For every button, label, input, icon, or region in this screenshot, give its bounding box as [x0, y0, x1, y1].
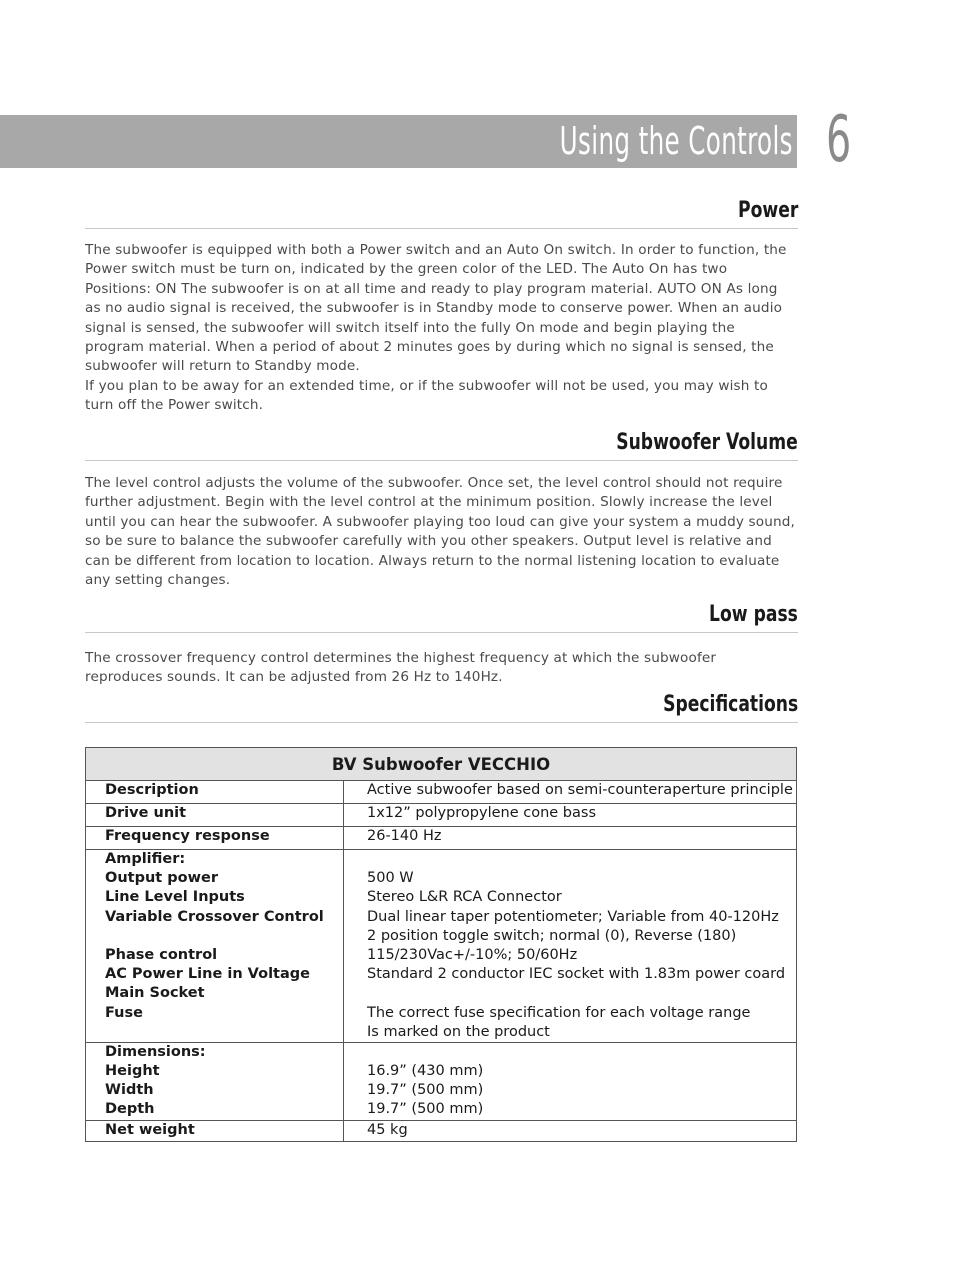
spec-value	[367, 850, 796, 869]
spec-label-cell	[86, 1120, 344, 1141]
section-heading-specs	[85, 692, 798, 723]
paragraph: The level control adjusts the volume of the subwoofer. Once set, the level control should not require further adjustment. Begin with the level control at the minimum position. Slowly increase the level until you can hear the subwoofer. A subwoofer playing too loud can give your system a muddy sound, so be sure to balance the subwoofer carefully with you other speakers. Output level is relative and can be different from location to location. Always return to the normal listening location to evaluate any setting changes.	[85, 475, 795, 589]
spec-value: 1x12” polypropylene cone bass	[367, 805, 596, 821]
spec-value: 2 position toggle switch; normal (0), Reverse (180)	[367, 927, 737, 944]
spec-label: Width	[105, 1082, 154, 1099]
spec-value: Stereo L&R RCA Connector	[367, 889, 562, 906]
paragraph: The crossover frequency control determines the highest frequency at which the subwoofer reproduces sounds. It can be adjusted from 26 Hz to 140Hz.	[85, 650, 717, 686]
spec-value: 16.9” (430 mm)	[367, 1063, 484, 1080]
spec-table	[85, 747, 797, 1142]
spec-label-cell	[86, 827, 344, 850]
spec-value: Dual linear taper potentiometer; Variable from 40-120Hz	[367, 908, 779, 925]
section-title: Low pass	[709, 602, 798, 627]
spec-value-cell	[344, 827, 797, 850]
spec-label: Main Socket	[105, 985, 205, 1002]
spec-table-title: BV Subwoofer VECCHIO	[86, 748, 797, 781]
section-heading-lowpass	[85, 602, 798, 633]
spec-label: Frequency response	[105, 828, 270, 844]
spec-label: Fuse	[105, 1004, 143, 1021]
table-row	[86, 827, 797, 850]
section-heading-power	[85, 198, 798, 229]
spec-value-cell	[344, 804, 797, 827]
table-row	[86, 1120, 797, 1141]
spec-value-cell	[344, 850, 797, 1043]
spec-value: Is marked on the product	[367, 1023, 550, 1040]
spec-label-cell	[86, 850, 344, 1043]
spec-label: Height	[105, 1063, 160, 1080]
table-row	[86, 781, 797, 804]
spec-value	[367, 984, 796, 1003]
spec-label: Net weight	[105, 1121, 195, 1138]
table-row	[86, 850, 797, 1043]
spec-value: Active subwoofer based on semi-counteraperture principle	[367, 782, 793, 798]
spec-value: 115/230Vac+/-10%; 50/60Hz	[367, 946, 578, 963]
spec-value: 45 kg	[367, 1121, 408, 1138]
lowpass-text	[85, 649, 797, 688]
spec-value: The correct fuse specification for each voltage range	[367, 1004, 751, 1021]
spec-label: Drive unit	[105, 805, 187, 821]
section-title: Power	[737, 198, 798, 223]
section-heading-volume	[85, 430, 798, 461]
table-row	[86, 1042, 797, 1120]
chapter-number: 6	[826, 103, 852, 177]
paragraph: If you plan to be away for an extended time, or if the subwoofer will not be used, you may wish to turn off the Power switch.	[85, 377, 768, 414]
spec-value-cell	[344, 1120, 797, 1141]
spec-label: Output power	[105, 870, 218, 887]
spec-value: 26-140 Hz	[367, 828, 442, 844]
section-title: Specifications	[662, 692, 798, 717]
spec-value	[367, 1043, 796, 1062]
chapter-banner	[0, 115, 797, 168]
spec-value: Standard 2 conductor IEC socket with 1.83m power coard	[367, 966, 786, 983]
spec-label: Line Level Inputs	[105, 889, 245, 906]
spec-label-cell	[86, 804, 344, 827]
spec-value: 19.7” (500 mm)	[367, 1082, 484, 1099]
spec-label: Dimensions:	[105, 1043, 206, 1060]
paragraph: The subwoofer is equipped with both a Power switch and an Auto On switch. In order to function, the Power switch must be turn on, indicated by the green color of the LED. The Auto On has two Positions: ON The subwoofer is on at all time and ready to play program material. AUTO ON As long as no audio signal is received, the subwoofer is in Standby mode to conserve power. When an audio signal is sensed, the subwoofer will switch itself into the fully On mode and begin playing the program material. When a period of about 2 minutes goes by during which no signal is sensed, the subwoofer will return to Standby mode.	[85, 242, 787, 375]
spec-label: Amplifier:	[105, 851, 186, 867]
power-text	[85, 241, 797, 416]
spec-label: Depth	[105, 1101, 155, 1118]
spec-label: Phase control	[105, 946, 218, 963]
spec-label	[105, 927, 343, 946]
spec-value: 500 W	[367, 870, 414, 887]
spec-label: Description	[105, 782, 199, 798]
section-title: Subwoofer Volume	[616, 430, 798, 455]
spec-label-cell	[86, 1042, 344, 1120]
spec-value-cell	[344, 781, 797, 804]
chapter-title: Using the Controls	[559, 119, 793, 163]
spec-value: 19.7” (500 mm)	[367, 1101, 484, 1118]
table-row	[86, 804, 797, 827]
spec-label: Variable Crossover Control	[105, 908, 324, 925]
spec-label: AC Power Line in Voltage	[105, 966, 310, 983]
volume-text	[85, 474, 797, 590]
spec-value-cell	[344, 1042, 797, 1120]
spec-label-cell	[86, 781, 344, 804]
